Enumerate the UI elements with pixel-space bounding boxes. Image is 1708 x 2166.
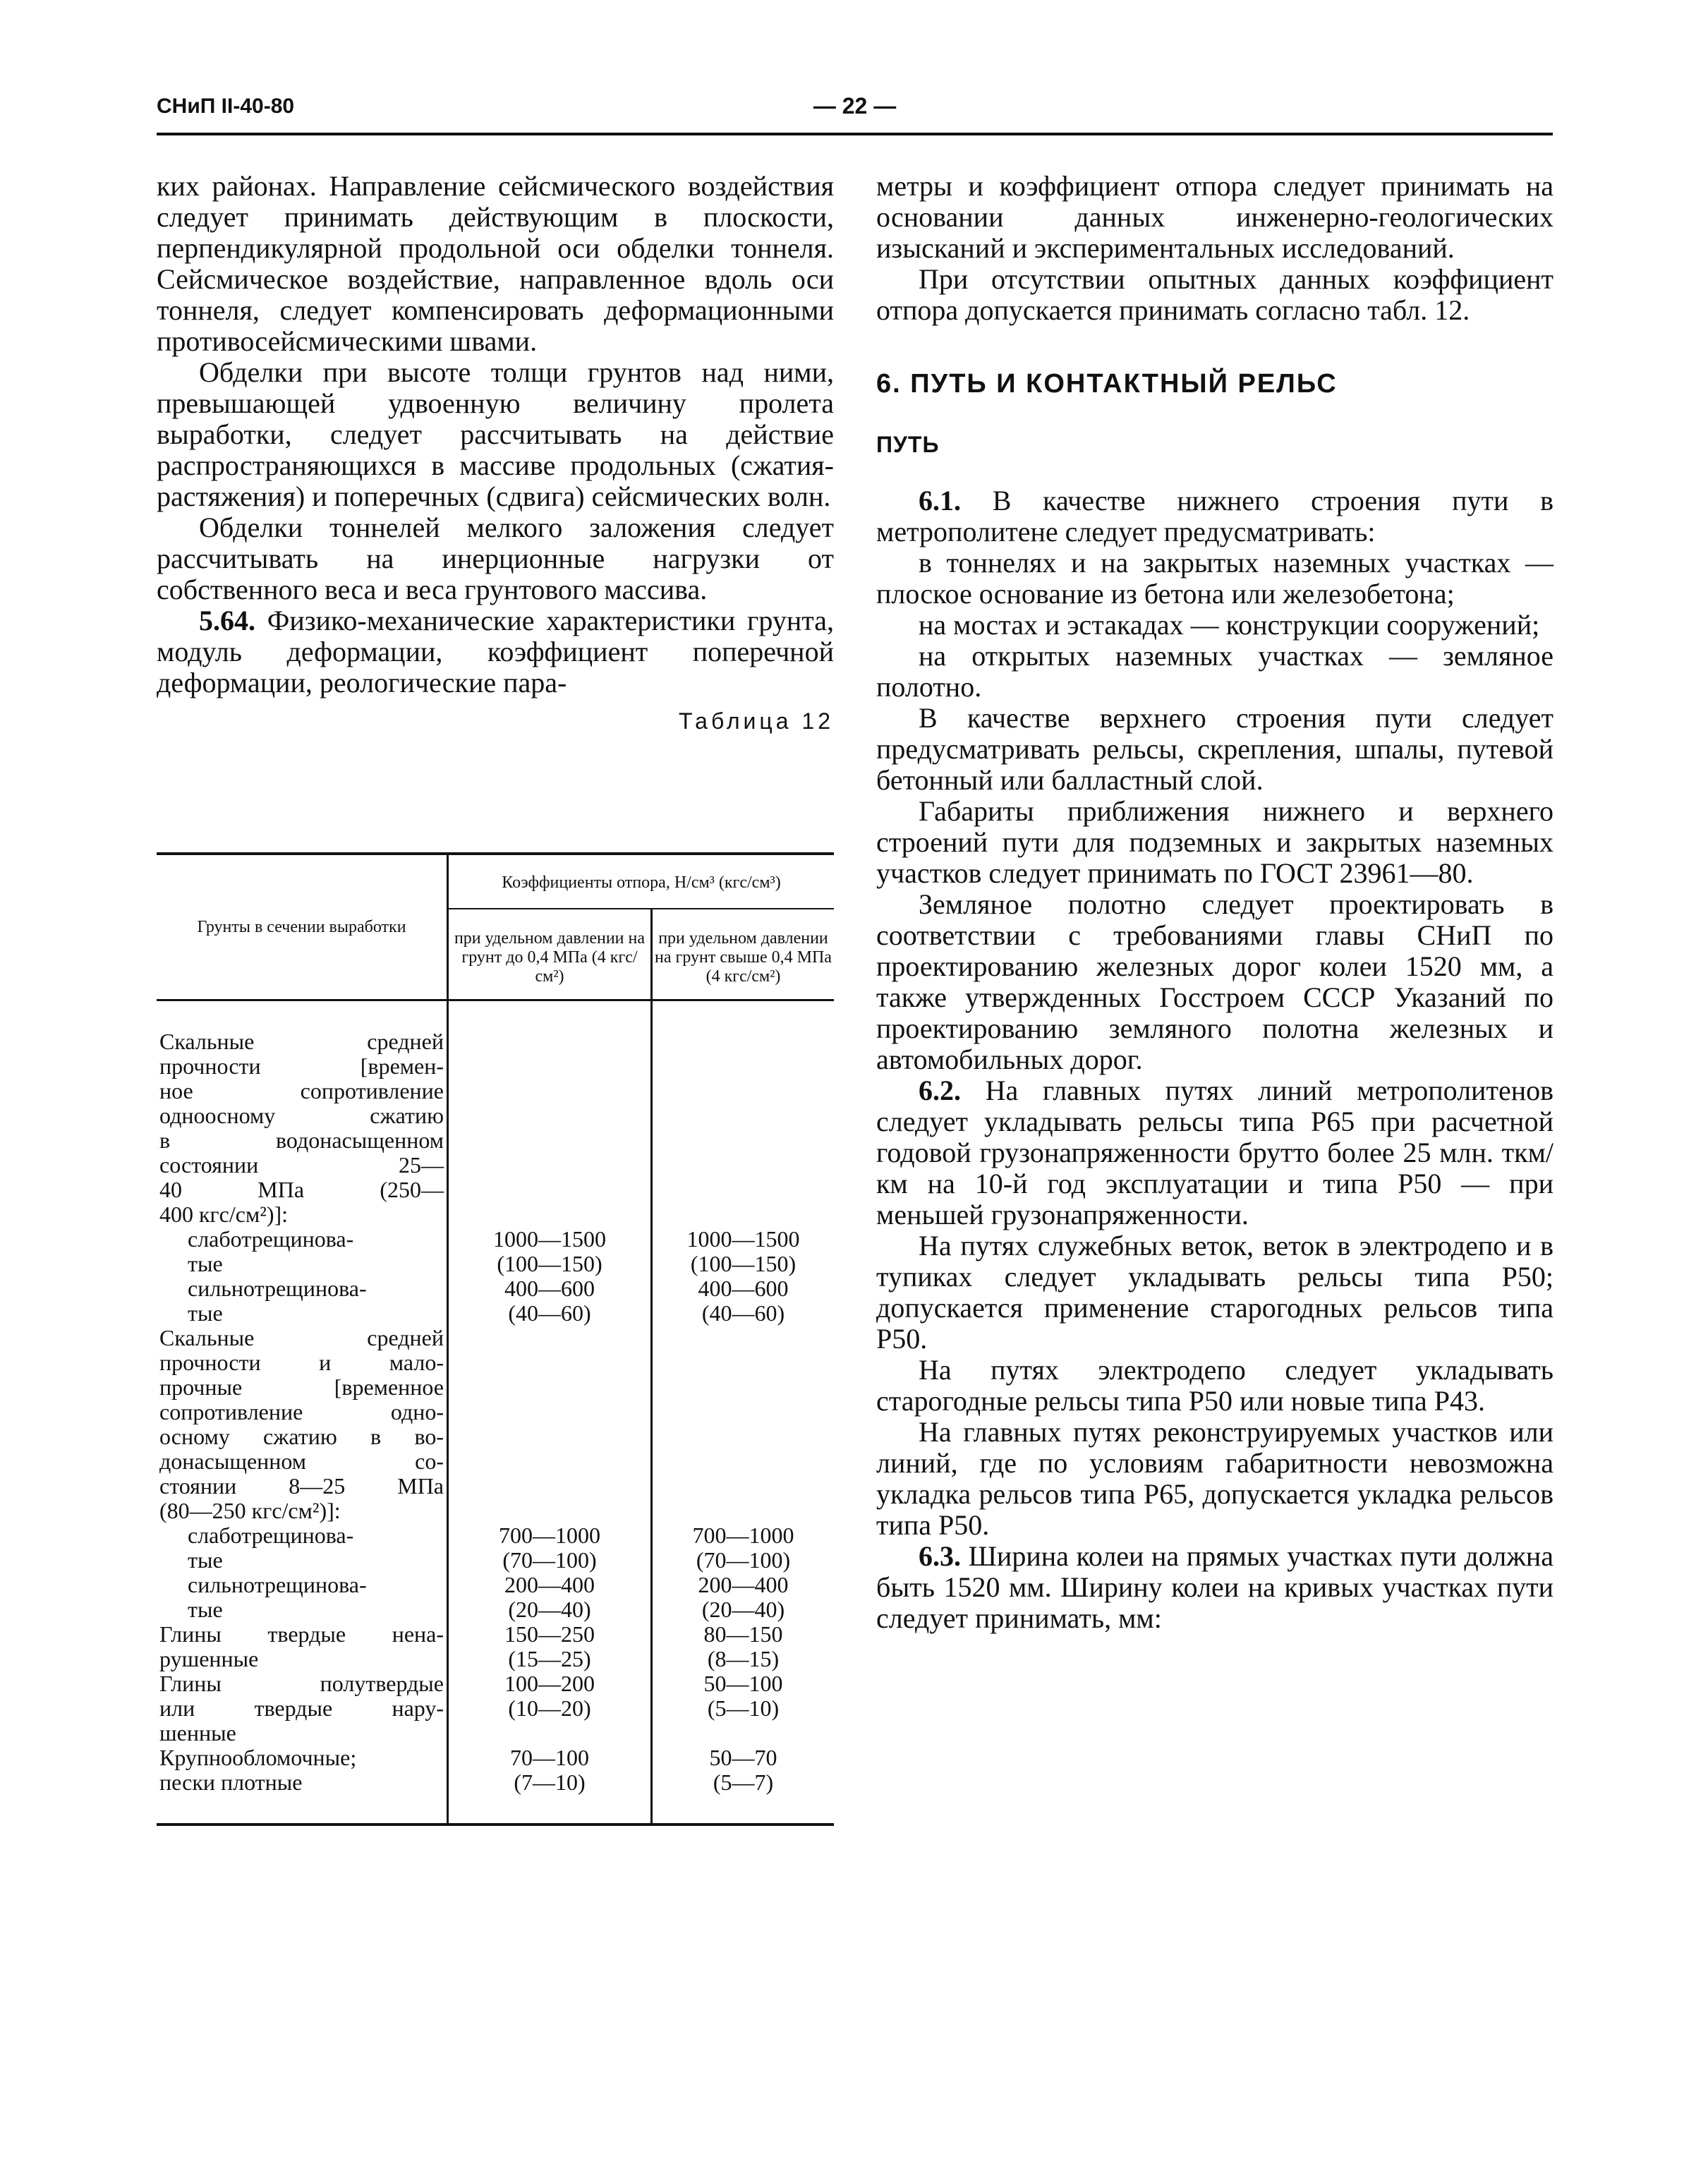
- table-cell-grunt: Глины твердые нена-: [159, 1621, 444, 1647]
- table-row: [159, 1350, 444, 1375]
- table-row: [159, 1400, 444, 1424]
- paragraph-6-1: [876, 485, 1553, 547]
- paragraph-clearance: Габариты приближения нижнего и верхнего строений пути для подземных и закрытых наземных участков следует принимать по ГОСТ 23961—80.: [876, 795, 1553, 889]
- table-row: [159, 1153, 444, 1178]
- table-row: [159, 1252, 444, 1276]
- list-item: на открытых наземных участках — земляное полотно.: [876, 640, 1553, 703]
- table-cell-grunt: сопротивление одно-: [159, 1399, 444, 1424]
- table-cell-grunt: прочности и мало-: [159, 1350, 444, 1375]
- table-cell-grunt: осному сжатию в во-: [159, 1424, 444, 1449]
- table-cell-grunt: Крупнообломочные;: [159, 1745, 357, 1770]
- table-cell-grunt: ное сопротивление: [159, 1078, 444, 1103]
- table-cell-high-pressure: [655, 1054, 831, 1079]
- table-cell-grunt: сильнотрещинова-: [188, 1276, 367, 1301]
- table-cell-low-pressure: [452, 1103, 648, 1128]
- table-cell-grunt: тые: [188, 1547, 223, 1573]
- table-cell-grunt: слаботрещинова-: [188, 1226, 354, 1252]
- table-cell-low-pressure: (10—20): [508, 1695, 591, 1721]
- table-row: [159, 1029, 444, 1054]
- paragraph-shallow-tunnels: Обделки тоннелей мелкого заложения следует рассчитывать на инерционные нагрузки от собственного веса и веса грунтового массива.: [157, 512, 834, 605]
- table-cell-low-pressure: [452, 1326, 648, 1350]
- table-cell-high-pressure: [655, 1202, 831, 1227]
- table-low-pressure-column: [448, 1000, 652, 1825]
- table-cell-low-pressure: [452, 1350, 648, 1375]
- table-cell-high-pressure: (5—7): [713, 1769, 774, 1795]
- table-cell-high-pressure: [655, 1128, 831, 1153]
- table-cell-grunt: одноосному сжатию: [159, 1103, 444, 1128]
- table-12: [157, 852, 834, 1826]
- table-cell-grunt: шенные: [159, 1720, 236, 1745]
- clause-text: В качестве нижнего строения пути в метрополитене следует предусматривать:: [876, 485, 1553, 547]
- table-cell-grunt: слаботрещинова-: [188, 1523, 354, 1548]
- paragraph-upper-structure: В качестве верхнего строения пути следует предусматривать рельсы, скрепления, шпалы, путевой бетонный или балластный слой.: [876, 702, 1553, 796]
- table-cell-low-pressure: [452, 1424, 648, 1449]
- table-cell-low-pressure: 200—400: [504, 1572, 595, 1597]
- table-cell-low-pressure: [452, 1202, 648, 1227]
- table-row: [159, 1696, 444, 1721]
- table-cell-low-pressure: 100—200: [504, 1671, 595, 1696]
- paragraph-depot-tracks: На путях электродепо следует укладывать старогодные рельсы типа Р50 или новые типа Р43.: [876, 1354, 1553, 1417]
- table-row: [159, 1301, 444, 1326]
- list-item: в тоннелях и на закрытых наземных участках — плоское основание из бетона или железобетона;: [876, 547, 1553, 610]
- table-cell-low-pressure: [452, 1721, 648, 1745]
- table-row: [159, 1103, 444, 1128]
- table-row: [159, 1499, 444, 1523]
- table-header-low-pressure: при удельном давлении на грунт до 0,4 МПа (4 кгс/см²): [448, 909, 652, 1000]
- paragraph-subgrade: Земляное полотно следует проектировать в соответствии с требованиями главы СНиП по проектированию железных дорог колеи 1520 мм, а также утвержденных Госстроем СССР Указаний по проектированию земляного полотна железных и автомобильных дорог.: [876, 888, 1553, 1075]
- table-header-coefficients: Коэффициенты отпора, Н/см³ (кгс/см³): [448, 854, 835, 909]
- paragraph-seismic: ких районах. Направление сейсмического воздействия следует принимать действующим в плоскости, перпендикулярной продольной оси обделки тоннеля. Сейсмическое воздействие, направленное вдоль оси тоннеля, следует компенсировать деформационными противосейсмическими швами.: [157, 170, 834, 357]
- table-cell-high-pressure: [655, 1029, 831, 1054]
- table-cell-high-pressure: (5—10): [707, 1695, 780, 1721]
- list-item: на мостах и эстакадах — конструкции сооружений;: [919, 609, 1540, 641]
- paragraph-5-64: [157, 605, 834, 698]
- table-row: [159, 1202, 444, 1227]
- right-column: [876, 171, 1553, 1634]
- table-cell-high-pressure: 700—1000: [692, 1523, 794, 1548]
- header-rule: [157, 133, 1553, 135]
- table-cell-grunt: (80—250 кгс/см²)]:: [159, 1498, 341, 1523]
- table-cell-low-pressure: (100—150): [497, 1251, 602, 1276]
- table-cell-low-pressure: [452, 1029, 648, 1054]
- table-cell-grunt: донасыщенном со-: [159, 1448, 444, 1474]
- table-cell-high-pressure: (40—60): [701, 1300, 785, 1326]
- table-cell-low-pressure: [452, 1474, 648, 1499]
- table-header-grunt: Грунты в сечении выработки: [157, 854, 448, 1000]
- table-cell-low-pressure: [452, 1400, 648, 1424]
- table-row: [159, 1227, 444, 1252]
- table-row: [159, 1647, 444, 1671]
- table-header-high-pressure: при удельном давлении на грунт свыше 0,4 МПа (4 кгс/см²): [652, 909, 835, 1000]
- table-row: [159, 1474, 444, 1499]
- table-cell-grunt: Скальные средней: [159, 1029, 444, 1054]
- table-row: [159, 1770, 444, 1795]
- table-cell-low-pressure: 70—100: [510, 1745, 589, 1770]
- table-row: [159, 1548, 444, 1573]
- table-row: [159, 1128, 444, 1153]
- table-cell-low-pressure: 400—600: [504, 1276, 595, 1301]
- paragraph-absent-data: При отсутствии опытных данных коэффициент отпора допускается принимать согласно табл. 12.: [876, 263, 1553, 326]
- table-row: [159, 1178, 444, 1202]
- table-cell-high-pressure: 1000—1500: [686, 1226, 800, 1252]
- table-cell-grunt: тые: [188, 1597, 223, 1622]
- clause-text: Ширина колеи на прямых участках пути должна быть 1520 мм. Ширину колеи на кривых участках пути следует принимать, мм:: [876, 1540, 1553, 1634]
- table-cell-high-pressure: [655, 1400, 831, 1424]
- table-cell-grunt: Глины полутвердые: [159, 1671, 444, 1696]
- table-cell-low-pressure: [452, 1499, 648, 1523]
- table-cell-grunt: состоянии 25—: [159, 1152, 444, 1178]
- clause-text: Физико-механические характеристики грунта, модуль деформации, коэффициент поперечной деформации, реологические пара-: [157, 605, 834, 698]
- table-cell-high-pressure: [655, 1079, 831, 1103]
- clause-text: На главных путях линий метрополитенов следует укладывать рельсы типа Р65 при расчетной годовой грузонапряженности брутто более 25 млн. ткм/км на 10-й год эксплуатации и типа Р50 — при меньшей грузонапряженности.: [876, 1075, 1553, 1230]
- table-row: [159, 1745, 444, 1770]
- table-high-pressure-column: [652, 1000, 835, 1825]
- table-caption: Таблица 12: [679, 708, 834, 734]
- table-cell-low-pressure: (15—25): [508, 1646, 591, 1671]
- paragraph-reconstruction: На главных путях реконструируемых участков или линий, где по условиям габаритности невозможна укладка рельсов типа Р65, допускается укладка рельсов типа Р50.: [876, 1416, 1553, 1541]
- table-row: [159, 1622, 444, 1647]
- section-title: 6. ПУТЬ И КОНТАКТНЫЙ РЕЛЬС: [876, 369, 1338, 399]
- table-row: [159, 1671, 444, 1696]
- table-cell-low-pressure: (70—100): [502, 1547, 597, 1573]
- table-grunt-column: [157, 1000, 448, 1825]
- table-cell-low-pressure: 150—250: [504, 1621, 595, 1647]
- table-cell-high-pressure: (8—15): [707, 1646, 780, 1671]
- table-cell-low-pressure: (40—60): [508, 1300, 591, 1326]
- paragraph-service-tracks: На путях служебных веток, веток в электродепо и в тупиках следует укладывать рельсы типа Р50; допускается применение старогодных рельсов типа Р50.: [876, 1230, 1553, 1355]
- table-cell-grunt: пески плотные: [159, 1769, 303, 1795]
- table-cell-high-pressure: [655, 1326, 831, 1350]
- table-row: [159, 1424, 444, 1449]
- clause-number: 6.2.: [919, 1075, 961, 1106]
- table-cell-grunt: Скальные средней: [159, 1325, 444, 1350]
- table-row: [159, 1523, 444, 1548]
- table-cell-high-pressure: 50—70: [709, 1745, 777, 1770]
- table-cell-high-pressure: [655, 1721, 831, 1745]
- table-cell-high-pressure: [655, 1474, 831, 1499]
- table-row: [159, 1079, 444, 1103]
- table-cell-high-pressure: (100—150): [690, 1251, 797, 1276]
- table-cell-low-pressure: 700—1000: [499, 1523, 600, 1548]
- paragraph-parameters: метры и коэффициент отпора следует принимать на основании данных инженерно-геологических изысканий и экспериментальных исследований.: [876, 170, 1553, 264]
- table-cell-grunt: 40 МПа (250—: [159, 1177, 444, 1202]
- table-cell-grunt: 400 кгс/см²)]:: [159, 1202, 289, 1227]
- table-row: [159, 1573, 444, 1597]
- table-row: [159, 1276, 444, 1301]
- paragraph-6-3: [876, 1541, 1553, 1634]
- table-cell-low-pressure: [452, 1128, 648, 1153]
- table-cell-high-pressure: 400—600: [698, 1276, 789, 1301]
- table-cell-high-pressure: [655, 1103, 831, 1128]
- left-column: [157, 171, 834, 735]
- table-cell-high-pressure: 50—100: [703, 1671, 783, 1696]
- table-cell-grunt: рушенные: [159, 1646, 259, 1671]
- table-cell-low-pressure: 1000—1500: [493, 1226, 606, 1252]
- table-cell-high-pressure: [655, 1350, 831, 1375]
- table-cell-high-pressure: [655, 1178, 831, 1202]
- table-cell-low-pressure: [452, 1449, 648, 1474]
- table-cell-low-pressure: [452, 1054, 648, 1079]
- table-row: [159, 1326, 444, 1350]
- table-cell-high-pressure: 200—400: [698, 1572, 789, 1597]
- page-header: [157, 90, 1553, 140]
- document-code: СНиП II-40-80: [157, 95, 295, 118]
- table-cell-low-pressure: [452, 1153, 648, 1178]
- clause-number: 6.1.: [919, 485, 961, 516]
- table-cell-grunt: стоянии 8—25 МПа: [159, 1473, 444, 1499]
- table-cell-high-pressure: [655, 1153, 831, 1178]
- table-cell-high-pressure: [655, 1424, 831, 1449]
- table-cell-grunt: тые: [188, 1300, 223, 1326]
- table-cell-grunt: прочные [временное: [159, 1374, 444, 1400]
- table-cell-low-pressure: [452, 1375, 648, 1400]
- table-cell-high-pressure: (20—40): [701, 1597, 785, 1622]
- clause-number: 5.64.: [199, 605, 255, 636]
- table-row: [159, 1375, 444, 1400]
- table-row: [159, 1449, 444, 1474]
- table-cell-low-pressure: (7—10): [514, 1769, 586, 1795]
- table-row: [159, 1721, 444, 1745]
- table-row: [159, 1054, 444, 1079]
- table-cell-low-pressure: (20—40): [508, 1597, 591, 1622]
- table-cell-grunt: в водонасыщенном: [159, 1127, 444, 1153]
- table-cell-grunt: или твердые нару-: [159, 1695, 444, 1721]
- table-cell-high-pressure: [655, 1449, 831, 1474]
- table-cell-high-pressure: [655, 1499, 831, 1523]
- table-cell-grunt: тые: [188, 1251, 223, 1276]
- subsection-title: ПУТЬ: [876, 432, 940, 457]
- table-cell-grunt: сильнотрещинова-: [188, 1572, 367, 1597]
- table-cell-low-pressure: [452, 1178, 648, 1202]
- table-cell-low-pressure: [452, 1079, 648, 1103]
- table-cell-high-pressure: [655, 1375, 831, 1400]
- paragraph-6-2: [876, 1075, 1553, 1230]
- paragraph-linings-depth: Обделки при высоте толщи грунтов над ними, превышающей удвоенную величину пролета выработки, следует рассчитывать на действие распространяющихся в массиве продольных (сжатия-растяжения) и поперечных (сдвига) сейсмических волн.: [157, 356, 834, 512]
- page-number: — 22 —: [813, 93, 897, 119]
- table-cell-high-pressure: 80—150: [703, 1621, 783, 1647]
- table-cell-grunt: прочности [времен-: [159, 1053, 444, 1079]
- clause-number: 6.3.: [919, 1540, 961, 1572]
- table-cell-high-pressure: (70—100): [696, 1547, 791, 1573]
- table-row: [159, 1597, 444, 1622]
